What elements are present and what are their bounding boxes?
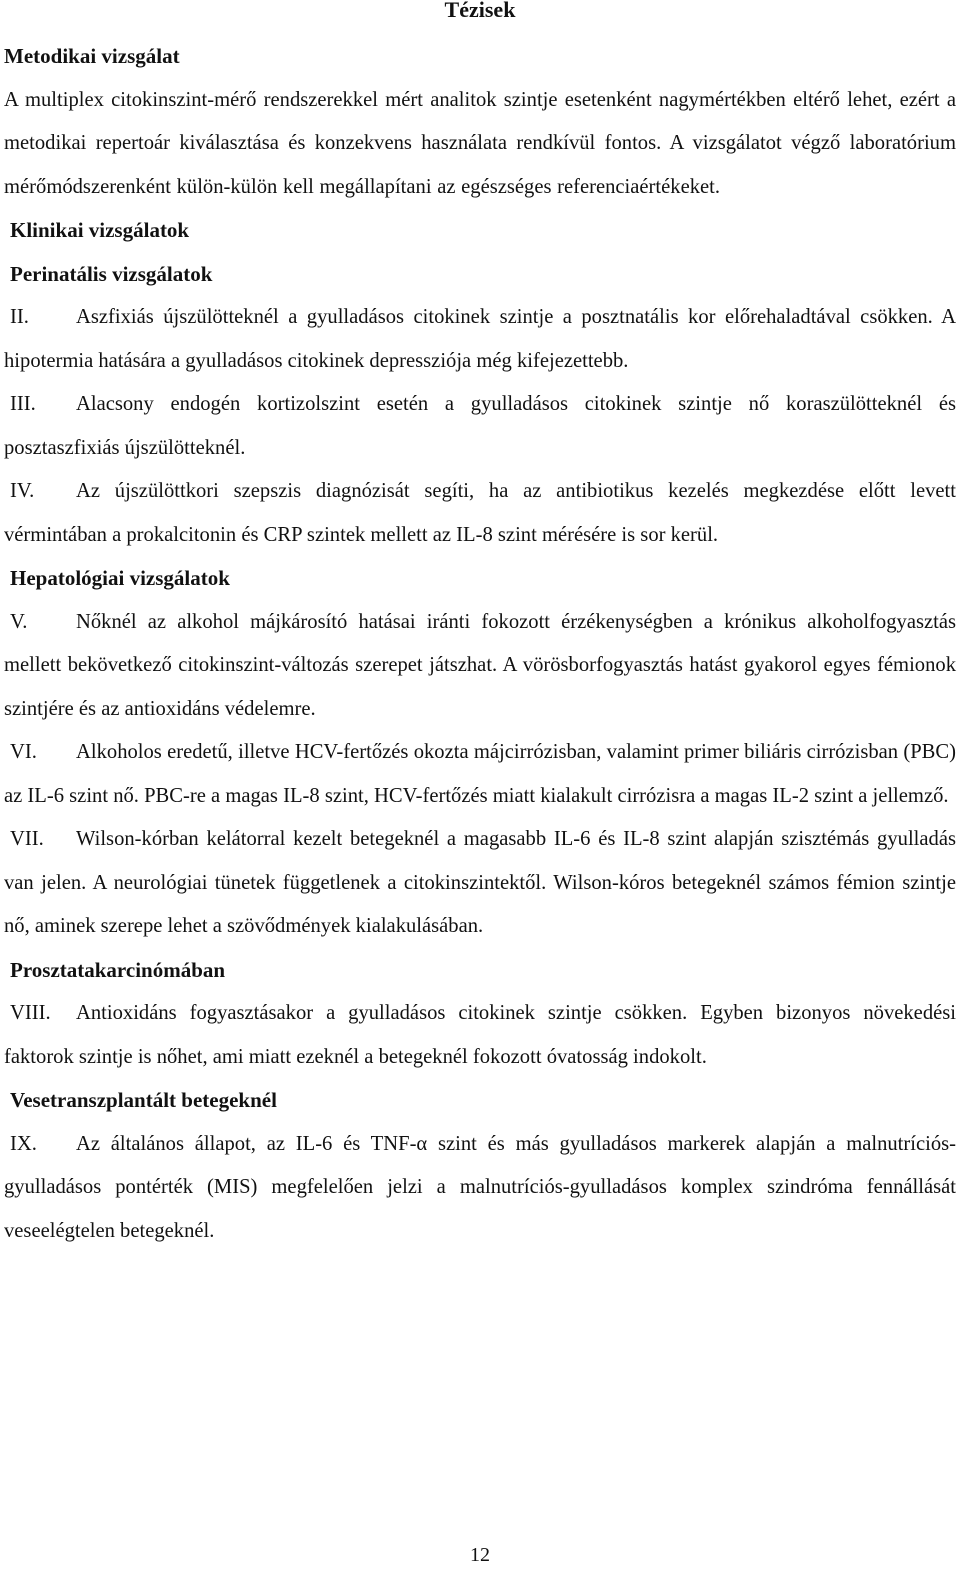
section-heading-methodical: Metodikai vizsgálat bbox=[4, 44, 180, 68]
thesis-item bbox=[4, 601, 956, 732]
methodical-paragraph: A multiplex citokinszint-mérő rendszerekkel mért analitok szintje esetenként nagymértékben eltérő lehet, ezért a metodikai repertoár kiválasztása és konzekvens használata rendkívül fontos. A vizsgálatot végző laboratórium mérőmódszerenként külön-külön kell megállapítani az egészséges referenciaértékeket. bbox=[4, 88, 956, 198]
thesis-text: Alkoholos eredetű, illetve HCV-fertőzés okozta májcirrózisban, valamint primer biliáris cirrózisban (PBC) az IL-6 szint nő. PBC-re a magas IL-8 szint, HCV-fertőzés miatt kialakult cirrózisra a magas IL-2 szint a jellemző. bbox=[4, 741, 956, 807]
thesis-number: IX. bbox=[10, 1132, 37, 1155]
thesis-text: Az újszülöttkori szepszis diagnózisát segíti, ha az antibiotikus kezelés megkezdése előtt levett vérmintában a prokalcitonin és CRP szintek mellett az IL-8 szint mérésére is sor kerül. bbox=[4, 480, 956, 546]
thesis-text: Alacsony endogén kortizolszint esetén a gyulladásos citokinek szintje nő koraszülötteknél és posztaszfixiás újszülötteknél. bbox=[4, 393, 956, 459]
thesis-item bbox=[4, 1123, 956, 1254]
thesis-number: IV. bbox=[10, 480, 35, 502]
thesis-text: Aszfixiás újszülötteknél a gyulladásos citokinek szintje a posztnatális kor előrehaladtával csökken. A hipotermia hatására a gyulladásos citokinek depressziója még kifejezettebb. bbox=[4, 306, 956, 372]
section-heading-hepatology: Hepatológiai vizsgálatok bbox=[10, 566, 230, 590]
page-number: 12 bbox=[470, 1544, 490, 1566]
thesis-item bbox=[4, 470, 956, 557]
thesis-item bbox=[4, 818, 956, 949]
thesis-item bbox=[4, 296, 956, 383]
thesis-item bbox=[4, 992, 956, 1079]
thesis-number: II. bbox=[10, 306, 29, 328]
section-heading-clinical: Klinikai vizsgálatok bbox=[10, 218, 190, 242]
section-heading-kidney: Vesetranszplantált betegeknél bbox=[10, 1088, 277, 1112]
thesis-number: VI. bbox=[10, 741, 37, 763]
thesis-number: VIII. bbox=[10, 1002, 51, 1024]
thesis-text: Antioxidáns fogyasztásakor a gyulladásos citokinek szintje csökken. Egyben bizonyos növekedési faktorok szintje is nőhet, ami miatt ezeknél a betegeknél fokozott óvatosság indokolt. bbox=[4, 1002, 956, 1068]
thesis-text: Wilson-kórban kelátorral kezelt betegeknél a magasabb IL-6 és IL-8 szint alapján szisztémás gyulladás van jelen. A neurológiai tünetek függetlenek a citokinszintektől. Wilson-kóros betegeknél számos fémion szintje nő, aminek szerepe lehet a szövődmények kialakulásában. bbox=[4, 828, 956, 937]
thesis-item bbox=[4, 731, 956, 818]
section-heading-perinatal: Perinatális vizsgálatok bbox=[10, 261, 213, 286]
thesis-number: VII. bbox=[10, 828, 44, 850]
thesis-text: Az általános állapot, az IL-6 és TNF-α szint és más gyulladásos markerek alapján a malnutríciós-gyulladásos pontérték (MIS) megfelelően jelzi a malnutríciós-gyulladásos komplex szindróma fennállását veseelégtelen betegeknél. bbox=[4, 1132, 956, 1242]
thesis-text: Nőknél az alkohol májkárosító hatásai iránti fokozott érzékenységben a krónikus alkoholfogyasztás mellett bekövetkező citokinszint-változás szerepet játszhat. A vörösborfogyasztás hatást gyakorol egyes fémionok szintjére és az antioxidáns védelemre. bbox=[4, 610, 956, 720]
thesis-number: V. bbox=[10, 610, 28, 633]
section-heading-prostate: Prosztatakarcinómában bbox=[10, 957, 226, 982]
thesis-item bbox=[4, 383, 956, 470]
page-title: Tézisek bbox=[444, 0, 516, 22]
document-body bbox=[4, 35, 956, 1253]
thesis-number: III. bbox=[10, 393, 36, 415]
